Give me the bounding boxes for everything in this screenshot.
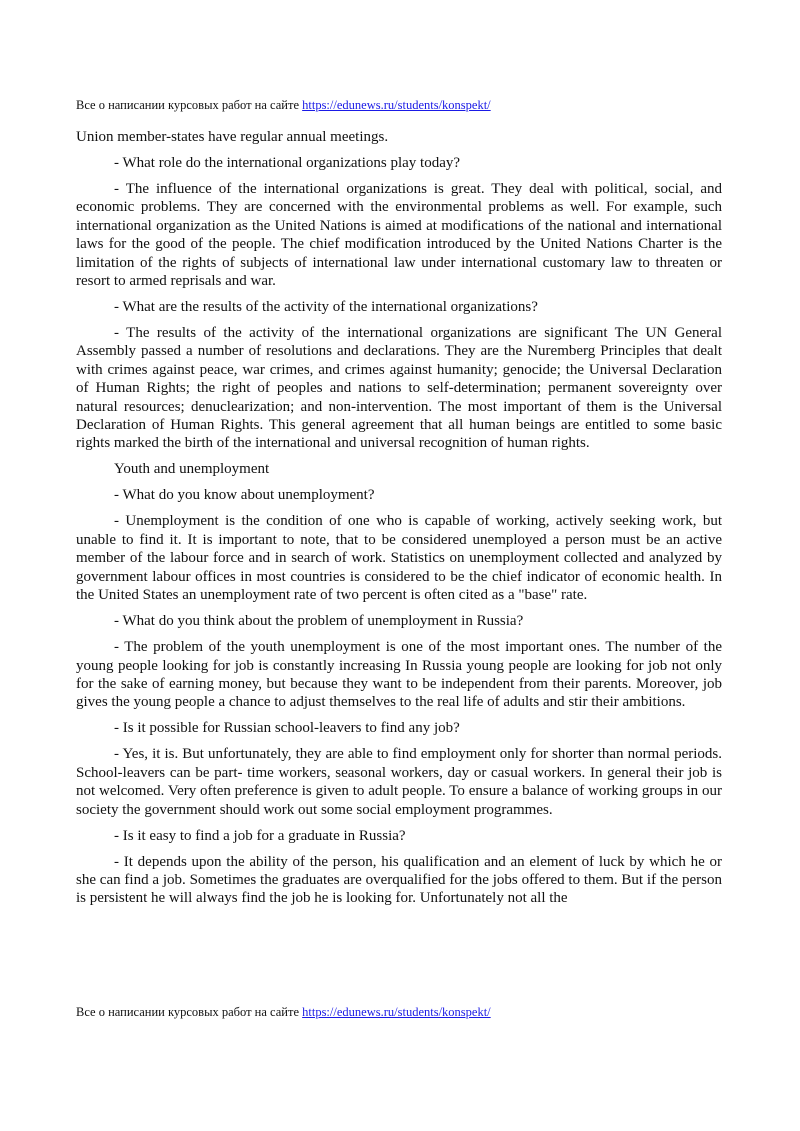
answer: - The problem of the youth unemployment is one of the most important ones. The number of the young people looking for job is constantly increasing In Russia young people are looking for job not only for the sake of earning money, but because they want to be independent from their parents. Moreover, job gives the young people a chance to adjust themselves to the real life of adults and stir their ambitions. <box>76 639 722 711</box>
footer-link[interactable]: https://edunews.ru/students/konspekt/ <box>302 1005 491 1019</box>
answer: - Unemployment is the condition of one who is capable of working, actively seeking work, but unable to find it. It is important to note, that to be considered unemployed a person must be an active member of the labour force and in search of work. Statistics on unemployment collected and analyzed by government labour offices in most countries is considered to be the chief indicator of economic health. In the United States an unemployment rate of two percent is often cited as a "base" rate. <box>76 513 722 604</box>
header-text: Все о написании курсовых работ на сайте <box>76 98 303 112</box>
question: - Is it possible for Russian school-leavers to find any job? <box>114 720 460 737</box>
answer: - It depends upon the ability of the person, his qualification and an element of luck by which he or she can find a job. Sometimes the graduates are overqualified for the jobs offered to them. But if the person is persistent he will always find the job he is looking for. Unfortunately not all the <box>76 853 722 907</box>
answer: - The results of the activity of the international organizations are significant The UN General Assembly passed a number of resolutions and declarations. They are the Nuremberg Principles that dealt with crimes against peace, war crimes, and crimes against humanity; genocide; the Universal Declaration of Human Rights; the right of peoples and nations to self-determination; permanent sovereignty over natural resources; denuclearization; and non-intervention. The most important of them is the Universal Declaration of Human Rights. This general agreement that all human beings are entitled to some basic rights marked the birth of the international and universal recognition of human rights. <box>76 325 722 452</box>
question: - Is it easy to find a job for a graduate in Russia? <box>114 827 406 844</box>
page-footer <box>76 1004 491 1020</box>
paragraph: Union member-states have regular annual meetings. <box>76 129 389 145</box>
answer: - Yes, it is. But unfortunately, they are able to find employment only for shorter than normal periods. School-leavers can be part- time workers, seasonal workers, day or casual workers. In general their job is not welcomed. Very often preference is given to adult people. To ensure a balance of working groups in our society the government should work out some social employment programmes. <box>76 746 722 818</box>
question: - What do you think about the problem of unemployment in Russia? <box>114 613 524 630</box>
question: - What role do the international organizations play today? <box>114 155 461 171</box>
page-header <box>76 97 491 113</box>
footer-text: Все о написании курсовых работ на сайте <box>76 1005 303 1019</box>
question: - What are the results of the activity of the international organizations? <box>114 299 538 316</box>
answer: - The influence of the international organizations is great. They deal with political, social, and economic problems. They are concerned with the environmental problems as well. For example, such international organization as the United Nations is aimed at modifications of the national and international laws for the good of the people. The chief modification introduced by the United Nations Charter is the limitation of the rights of subjects of international law under international customary law to threaten or resort to armed reprisals and war. <box>76 181 722 290</box>
section-heading: Youth and unemployment <box>114 461 270 478</box>
question: - What do you know about unemployment? <box>114 487 375 504</box>
header-link[interactable]: https://edunews.ru/students/konspekt/ <box>302 98 491 112</box>
document-body <box>76 128 722 915</box>
